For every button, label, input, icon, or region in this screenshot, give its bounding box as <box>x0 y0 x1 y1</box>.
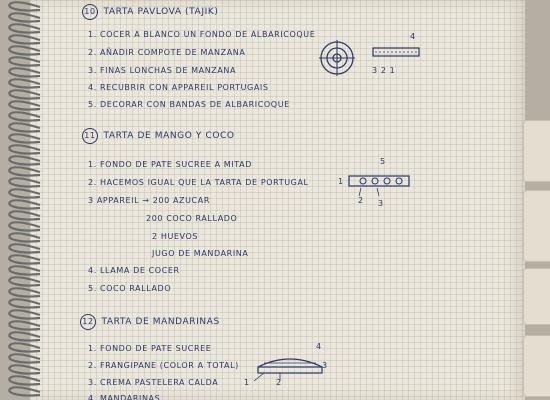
section-10-item-4: 4. RECUBRIR CON APPAREIL PORTUGAIS <box>88 83 269 92</box>
section-11-diagram <box>345 168 415 198</box>
spiral-ring <box>9 255 40 263</box>
page-tab-4 <box>523 335 550 397</box>
spiral-ring <box>9 266 40 274</box>
section-11-item-7: 4. LLAMA DE COCER <box>88 266 180 275</box>
page-tab-1 <box>523 120 550 182</box>
spiral-ring <box>9 134 40 142</box>
section-11-item-1: 1. FONDO DE PATE SUCREE A MITAD <box>88 160 252 169</box>
spiral-ring <box>9 46 40 54</box>
spiral-ring <box>9 90 40 98</box>
section-12-diagram-label-2: 2 <box>276 378 282 387</box>
spiral-ring <box>9 178 40 186</box>
spiral-ring <box>9 321 40 329</box>
spiral-ring <box>9 167 40 175</box>
section-11-diagram-label-5: 5 <box>380 157 386 166</box>
spiral-ring <box>9 244 40 252</box>
spiral-ring <box>9 387 40 395</box>
section-10-number: 10 <box>82 4 98 20</box>
section-12-item-3: 3. CREMA PASTELERA CALDA <box>88 378 219 387</box>
section-12-diagram <box>250 345 330 385</box>
section-12-diagram-label-3: 3 <box>322 361 328 370</box>
spiral-ring <box>9 35 40 43</box>
spiral-ring <box>9 310 40 318</box>
section-12-title <box>80 314 220 330</box>
spiral-ring <box>9 211 40 219</box>
section-12-diagram-label-1: 1 <box>244 378 250 387</box>
section-12-diagram-label-4: 4 <box>316 342 322 351</box>
section-10-item-5: 5. DECORAR CON BANDAS DE ALBARICOQUE <box>88 100 290 109</box>
section-12-item-2: 2. FRANGIPANE (COLOR A TOTAL) <box>88 361 239 370</box>
section-11-item-3: 3 APPAREIL → 200 AZUCAR <box>88 196 210 205</box>
section-10-diagram-label-4: 4 <box>410 32 416 41</box>
spiral-ring <box>9 376 40 384</box>
section-11-item-8: 5. COCO RALLADO <box>88 284 172 293</box>
spiral-ring <box>9 24 40 32</box>
spiral-ring <box>9 200 40 208</box>
spiral-ring <box>9 123 40 131</box>
section-11-item-5: 2 HUEVOS <box>152 232 199 241</box>
spiral-ring <box>9 233 40 241</box>
section-11-item-6: JUGO DE MANDARINA <box>152 249 249 258</box>
spiral-ring <box>9 288 40 296</box>
spiral-ring <box>9 145 40 153</box>
section-10-title-text: TARTA PAVLOVA (TAJIK) <box>103 7 219 17</box>
section-12-number: 12 <box>80 314 96 330</box>
section-11-item-2: 2. HACEMOS IGUAL QUE LA TARTA DE PORTUGAL <box>88 178 309 187</box>
spiral-ring <box>9 101 40 109</box>
page-tab-3 <box>523 268 550 325</box>
section-11-number: 11 <box>82 128 98 144</box>
page-tab-2 <box>523 190 550 262</box>
section-12-item-4: 4. MANDARINAS <box>88 394 161 400</box>
spiral-ring <box>9 354 40 362</box>
section-10-diagram-label-321: 3 2 1 <box>372 66 396 75</box>
spiral-ring <box>9 343 40 351</box>
section-12-item-1: 1. FONDO DE PATE SUCREE <box>88 344 212 353</box>
spiral-ring <box>9 79 40 87</box>
spiral-ring <box>9 57 40 65</box>
spiral-ring <box>9 189 40 197</box>
spiral-ring <box>9 112 40 120</box>
spiral-ring <box>9 2 40 10</box>
spiral-ring <box>9 156 40 164</box>
spiral-ring <box>9 277 40 285</box>
spiral-ring <box>9 365 40 373</box>
spiral-ring <box>9 299 40 307</box>
section-10-diagram <box>315 28 425 83</box>
spiral-binding <box>0 0 46 400</box>
section-11-item-4: 200 COCO RALLADO <box>146 214 238 223</box>
section-11-title <box>82 128 235 144</box>
section-10-item-2: 2. AÑADIR COMPOTE DE MANZANA <box>88 48 246 57</box>
section-10-item-3: 3. FINAS LONCHAS DE MANZANA <box>88 66 237 75</box>
section-10-item-1: 1. COCER A BLANCO UN FONDO DE ALBARICOQUE <box>88 30 316 39</box>
spiral-ring <box>9 222 40 230</box>
section-11-diagram-label-3: 3 <box>378 199 384 208</box>
spiral-ring <box>9 13 40 21</box>
section-11-title-text: TARTA DE MANGO Y COCO <box>103 131 235 141</box>
section-12-title-text: TARTA DE MANDARINAS <box>101 317 220 327</box>
section-11-diagram-label-1: 1 <box>338 177 344 186</box>
spiral-ring <box>9 68 40 76</box>
spiral-ring <box>9 332 40 340</box>
section-11-diagram-label-2: 2 <box>358 196 364 205</box>
section-10-title <box>82 4 218 20</box>
